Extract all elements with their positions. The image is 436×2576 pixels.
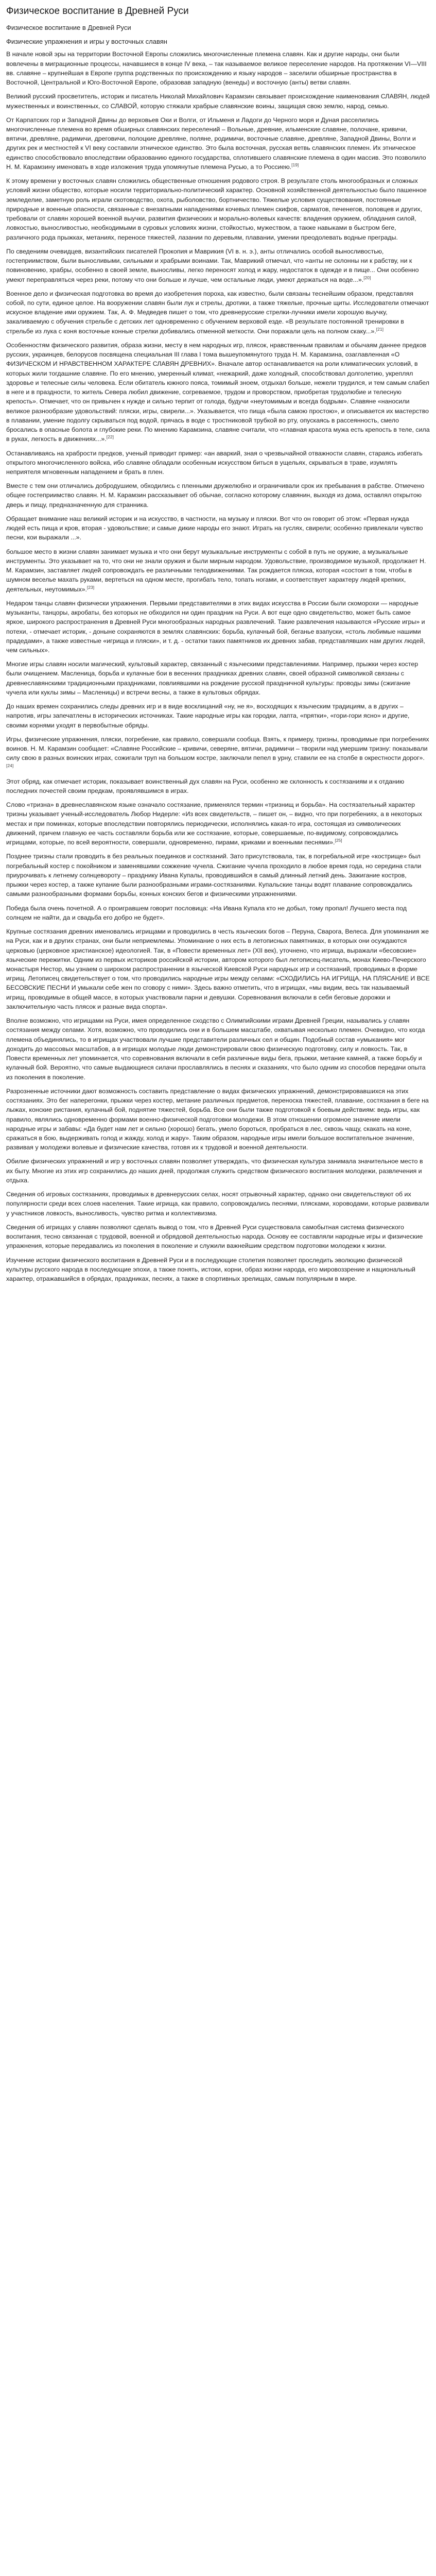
paragraph-text: большое место в жизни славян занимает музыка и что они берут музыкальные инструменты с собой в путь не оружие, а музыкальные инструменты. Это указывает на то, что они не знали оружия и были мирным народом. Удовольствие, производимое музыкой, продолжает Н. М. Карамзин, заставляет людей сопровождать ее различными телодвижениями. Так рождается пляска, которая «состоит в том, чтобы в шумном веселье махать руками, вертеться на одном месте, прогибать тело, топать ногами, и соответствует характеру людей крепких, деятельных, неутомимых». xyxy=(6,548,426,593)
paragraph xyxy=(6,1190,430,1218)
paragraph xyxy=(6,247,430,284)
paragraph-text: Останавливаясь на храбрости предков, ученый приводит пример: «ан аваркий, зная о чрезвычайной отважности славян, стараясь избегать открытого многочисленного войска, ибо славяне обладали особенным искусством биться в ущельях, скрываться в траве, изумлять неприятеля мгновенным нападением и брать в плен. xyxy=(6,449,423,476)
paragraph-text: Обращает внимание наш великий историк и на искусство, в частности, на музыку и пляски. Вот что он говорит об этом: «Первая нужда людей есть пища и кров, вторая - удовольствие; и самые дикие народы его знают. Играть на гуслях, свирели; особенно привлекали чувство песни, кои выражали ...». xyxy=(6,515,423,541)
paragraph-text: Сведения об игровых состязаниях, проводимых в древнерусских селах, носят отрывочный характер, однако они свидетельствуют об их популярности среди всех слоев населения. Такие игрища, как правило, сопровождались песнями, плясками, хороводами, которые развивали у участников ловкость, выносливость, чувство ритма и коллективизма. xyxy=(6,1191,429,1217)
paragraph-text: Великий русский просветитель, историк и писатель Николай Михайлович Карамзин связывает происхождение наименования СЛАВЯН, людей мужественных и воинственных, со СЛАВОЙ, которую стяжали храбрые славянские воины, защищая свою землю, народ, семью. xyxy=(6,93,430,110)
paragraph xyxy=(6,341,430,444)
paragraph-text: Позднее тризны стали проводить в без реальных поединков и состязаний. Зато присутствовала, так, в погребальной игре «кострище» был погребальный костер с покойником и заменявшими сожжение чучела. Сжигание чучела проходило в любое время года, но середина стали приурочивать к летнему солнцевороту – празднику Ивана Купалы, проводившийся в самый длинный летний день. Зажигание костров, прыжки через костер, а также купание были разнообразными играми-состязаниями. Купальские танцы водят плавание сопровождались самыми разнообразными формами борьбы, конных конских бегов и физическими упражнениями. xyxy=(6,853,422,898)
paragraph xyxy=(6,115,430,172)
article-body xyxy=(6,49,430,1283)
paragraph-text: Разрозненные источники дают возможность составить представление о видах физических упражнений, демонстрировавшихся на этих состязаниях. Это бег наперегонки, прыжки через костер, метание различных предметов, переноска тяжестей, плавание, состязания в беге на лыжах, конские ристания, кулачный бой, поднятие тяжестей, борьба. Все они были также подготовкой к боевым действиям: ведь игры, как правило, являлись одновременно формами военно-физической подготовки молодежи. В этом отношении огромное значение имели народные игры и забавы: «Да будет нам лет и сильно (хорошо) бегать, умело бороться, пробраться в лес, сквозь чащу, скакать на коне, сражаться в бою, выдерживать голод и жажду, холод и жару». Таким образом, народные игры имели большое воспитательное значение, развивая у молодежи волевые и физические качества, готовя их к трудовой и военной деятельности. xyxy=(6,1087,429,1151)
paragraph xyxy=(6,927,430,1011)
footnote-reference[interactable]: [21] xyxy=(376,326,383,332)
paragraph-text: Игры, физические упражнения, пляски, погребение, как правило, совершали сообща. Взять, к примеру, тризны, проводимые при погребениях воинов. Н. М. Карамзин сообщает: «Славяне Российские – кривичи, северяне, вятичи, радимичи – творили над умершим тризну: показывали силу свою в разных воинских играх, сожигали труп на большом костре, заключали пепел в урну, ставили ее на столбе в окрестности дорог». xyxy=(6,735,429,762)
paragraph xyxy=(6,1087,430,1153)
paragraph-text: До наших времен сохранились следы древних игр и в виде восклицаний «ну, не я», восходящих к языческим традициям, а в других – напротив, игры запечатлены в исторических источниках. Такие народные игры как городки, лапта, «прятки», «гори-гори ясно» и другие, своими корнями уходят в первобытные обряды. xyxy=(6,703,410,729)
paragraph-text: Вместе с тем они отличались добродушием, обходились с пленными дружелюбно и ограничивали срок их пребывания в рабстве. Отмечено общее гостеприимство славян. Н. М. Карамзин рассказывает об обычае, согласно которому славянин, выходя из дома, оставлял открытою дверь и пищу, предназначенную для странника. xyxy=(6,482,425,509)
paragraph xyxy=(6,514,430,543)
paragraph xyxy=(6,1016,430,1082)
paragraph-text: Крупные состязания древних именовались игрищами и проводились в честь языческих богов – Перуна, Сварога, Велеса. Для упоминания же на Руси, как и в других странах, они были неприемлемы. Упоминание о них есть в летописных памятниках, в которых они осуждаются церковью (церковное христианское) идеологией. Так, в «Повести временных лет» (XII век), уточнено, что игрища, выражали «бесовские» языческие пережитки. Одним из первых историков российской истории, автором которого был летописец-писатель, монах Киево-Печерского монастыря Нестор, мы узнаем о широком распространении в языческой Киевской Руси народных игр и состязаний, проводимых в форме игрищ. Летописец свидетельствует о том, что проводились народные игры между селами: «СХОДИЛИСЬ НА ИГРИЩА, НА ПЛЯСАНИЕ И ВСЕ БЕСОВСКИЕ ПЕСНИ И умыкали себе жен по сговору с ними». Здесь важно отметить, что в игрищах, «мы видим, весь так называемый игрищ, проводимые в общей массе, в которых участвовали парни и девушки. Соревнования включали в себя беговые дорожки и заключительную часть плясок и разные вида спорта». xyxy=(6,928,430,1010)
paragraph xyxy=(6,852,430,899)
paragraph xyxy=(6,599,430,655)
footnote-reference[interactable]: [19] xyxy=(291,162,299,167)
paragraph-text: Обилие физических упражнений и игр у восточных славян позволяет утверждать, что физическая культура занимала значительное место в их быту. Многие из этих игр сохранились до наших дней, продолжая служить средством физического воспитания молодежи, развлечения и отдыха. xyxy=(6,1158,423,1184)
paragraph xyxy=(6,449,430,477)
paragraph xyxy=(6,800,430,847)
paragraph xyxy=(6,481,430,510)
footnote-reference[interactable]: [25] xyxy=(335,838,342,843)
paragraph xyxy=(6,702,430,730)
footnote-reference[interactable]: [22] xyxy=(106,434,114,440)
paragraph xyxy=(6,1157,430,1185)
paragraph-text: Слово «тризна» в древнеславянском языке означало состязание, применялся термин «тризнищ и борьба». На состязательный характер тризны указывает ученый-исследователь Любор Нидерле: «Из всех свидетельств, – пишет он, – видно, что при погребениях, а в некоторых местах и при поминках, которые впоследствии повторялись периодически, исполнялись какая-то игра, состоящая из символических движений, причем главную ее часть составляли борьба или же состязание, которые, совершаемые, по-видимому, сопровождались игрищами, которые, по всей вероятности, совершали, одновременно, пирами, криками и военными песнями». xyxy=(6,801,422,846)
paragraph xyxy=(6,1256,430,1284)
paragraph xyxy=(6,659,430,697)
paragraph xyxy=(6,289,430,336)
paragraph xyxy=(6,777,430,795)
paragraph xyxy=(6,904,430,922)
paragraph xyxy=(6,547,430,594)
paragraph-text: К этому времени у восточных славян сложились общественные отношения родового строя. В результате столь многообразных и сложных условий жизни общество, которые носили территориально-политический характер. Основной хозяйственной деятельностью было пашенное земледелие, заметную роль играли скотоводство, охота, рыболовство, бортничество. Тяжелые условия существования, постоянные природные и военные опасности, связанные с внезапными нападениями кочевых племен скифов, сарматов, печенегов, половцев и других, требовали от славян хорошей военной выучки, развития физических и морально-волевых качеств: владения оружием, обладания силой, ловкостью, выносливостью, необходимыми в суровых условиях жизни, стойкостью, мужеством, а также навыками в быстром беге, различного рода прыжках, метаниях, переносе тяжестей, лазании по деревьям, плавании, умении преодолевать водные преграды. xyxy=(6,177,427,241)
paragraph xyxy=(6,735,430,772)
paragraph-text: Сведения об игрищах у славян позволяют сделать вывод о том, что в Древней Руси существовала самобытная система физического воспитания, тесно связанная с трудовой, военной и обрядовой деятельностью народа. Основу ее составляли народные игры и физические упражнения, которые передавались из поколения в поколение и служили важнейшим средством подготовки молодежи к жизни. xyxy=(6,1223,423,1250)
page-title: Физическое воспитание в Древней Руси xyxy=(6,6,189,16)
footnote-reference[interactable]: [20] xyxy=(363,275,371,280)
paragraph-text: Вполне возможно, что игрищами на Руси, имея определенное сходство с Олимпийскими играми Древней Греции, назывались у славян состязания между селами. Хотя, возможно, что проводились они и в большем масштабе, охватывая несколько племен. Очевидно, что когда племена объединялись, то в игрищах участвовали лучшие представители различных сел и общин. Подобный состав «умыкания» мог доходить до массовых масштабов, а в игрищах молодые люди демонстрировали свою физическую подготовку, силу и ловкость. Так, в Повести временных лет упоминается, что соревнования включали в себя различные виды бега, прыжки, метание камней, а также борьбу и кулачный бой. Вероятно, что самые выдающиеся силачи прославлялись в песнях и сказаниях, что было одним из способов передачи опыта из поколения в поколение. xyxy=(6,1017,426,1081)
paragraph-text: По сведениям очевидцев, византийских писателей Прокопия и Маврикия (VI в. н. э.), анты отличались особой выносливостью, гостеприимством, были выносливыми, сильными и храбрыми воинами. Так, Маврикий отмечал, что «анты не склонны ни к рабству, ни к повиновению, храбры, особенно в своей земле, выносливы, легко переносят холод и жару, недостаток в одежде и в пище... Они особенно умеют переправляться через реки, потому что они больше и лучше, чем остальные люди, умеют держаться на воде...». xyxy=(6,247,419,283)
paragraph xyxy=(6,49,430,87)
paragraph-text: Недаром танцы славян физически упражнения. Первыми представителями в этих видах искусства в России были скоморохи — народные музыканты, танцоры, акробаты, без которых не обходился ни один праздник на Руси. А вот еще одно свидетельство, может быть самое яркое, широкого распространения в Древней Руси многообразных народных развлечений. Такие развлечения называются «Русские игры» и потехи, - отмечает историк, - доныне сохраняются в землях славянских: борьба, кулачный бой, беганье взапуски, «столь любимые нашими прадедами», а также известные «игрища и пляски», и т. д. - остатки таких памятников их древних забав, представлявших нам других людей, чем сильных». xyxy=(6,599,425,654)
paragraph-text: Особенностям физического развития, образа жизни, месту в нем народных игр, плясок, нравственным правилам и обычаям даннее предков русских, украинцев, белорусов посвящена специальная III глава I тома вышеупомянутого труда Н. М. Карамзина, озаглавленная «О ФИЗИЧЕСКОМ И НРАВСТВЕННОМ ХАРАКТЕРЕ СЛАВЯН ДРЕВНИХ». Вначале автор останавливается на роли климатических условий, в которых жили тогдашние славяне. По его мнению, умеренный климат, «нежаркий, даже холодный, способствовал долголетию, укреплял здоровье и телесные силы человека. Если обитатель южного пояса, томимый зноем, отдыхал больше, нежели трудился, и тем самым слабел в неге и в праздности, то житель Севера любил движение, согреваемое, трудом и проворством, приобретая трудолюбие и телесную крепость». Отмечает, что он привычен к нужде и сильно терпит от голода, будучи «неутомимым и всегда бодрым». Славяне «наносили великое разнообразие удовольствий: пляски, игры, свирели...». Указывается, что пища «была самою простою», и описывается их мастерство в плавании, умение подолгу скрываться под водой, прячась в воде с тростниковой трубкой во рту, опускаясь в рассеянность, смело бросались в опасные болота и глубокие реки. По мнению Карамзина, славяне считали, что «главная красота мужа есть крепость в теле, сила в руках, легкость в движениях...». xyxy=(6,341,430,443)
paragraph-text: Изучение истории физического воспитания в Древней Руси и в последующие столетия позволяет проследить эволюцию физической культуры русского народа в последующие эпохи, а также понять, истоки, корни, образ жизни народа, его мировоззрение и национальный характер, отражавшийся в обрядах, праздниках, песнях, а также в спортивных зрелищах, самым популярным в мире. xyxy=(6,1256,415,1283)
paragraph xyxy=(6,1223,430,1251)
paragraph-text: В начале новой эры на территории Восточной Европы сложились многочисленные племена славян. Как и другие народы, они были вовлечены в миграционные процессы, начавшиеся в конце IV века, – так называемое великое переселение народов. На протяжении VI—VIII вв. славяне – крупнейшая в Европе группа родственных по происхождению и языку народов – заселили обширные пространства в Восточной, Центральной и Юго-Восточной Европе, образовав западную (венеды) и восточную (анты) ветви славян. xyxy=(6,50,427,87)
footnote-reference[interactable]: [23] xyxy=(86,584,95,590)
footnote-reference[interactable]: [24] xyxy=(6,762,14,768)
paragraph-text: Победа была очень почетной. А о проигравшем говорит пословица: «На Ивана Купала кто не добыл, тому пропал! Лучшего места под солнцем не найти, да и свадьба его добро не будет». xyxy=(6,904,407,921)
paragraph-text: Этот обряд, как отмечает историк, показывает воинственный дух славян на Руси, особенно же склонность к состязаниям и к отданию последних почестей своим предкам, проявлявшимся в играх. xyxy=(6,777,405,795)
paragraph-text: От Карпатских гор и Западной Двины до верховьев Оки и Волги, от Ильменя и Ладоги до Черного моря и Дуная расселились многочисленные племена во время обширных славянских переселений – Вольные, древние, ильменские славяне, полочане, кривичи, вятичи, древляне, радимичи, дреговичи, полоцкие древляне, поляне, родимичи, восточные славяне, древляне, Западной Двины, Волги и других рек и местностей к VI веку составили этническое единство. Это была восточная, русская ветвь славянских племен. Их этническое единство способствовало впоследствии образованию единого государства, сплотившего славянские племена в один массив. Это позволило Н. М. Карамзину именовать в ходе изложения труда упомянутые племена Русью, а то Россиею. xyxy=(6,116,426,171)
section-title: Физические упражнения и игры у восточных славян xyxy=(6,37,167,45)
paragraph xyxy=(6,92,430,110)
paragraph-text: Военное дело и физическая подготовка во время до изобретения пороха, как известно, были связаны теснейшим образом, представляя собой, по сути, единое целое. На вооружении славян были лук и стрелы, дротики, а также тяжелые, прочные щиты. Исследователи отмечают искусное владение ими оружием. Так, А. Ф. Медведев пишет о том, что древнерусские стрелки-лучники имели хорошую выучку, закаливаемую с обучения стрельбе с детских лет одновременно с обучением верховой езде. «В результате постоянной тренировки в стрельбе из лука с коня восточные конные стрелки добивались отменной меткости. Они поражали цель на полном скаку...». xyxy=(6,290,429,335)
paragraph-text: Многие игры славян носили магический, культовый характер, связанный с языческими представлениями. Например, прыжки через костер были очищением. Масленица, борьба и кулачные бои в весенних праздниках древних славян, своей образной символикой связаны с древнеславянскими традиционными праздниками, повлиявшими на рождение русской праздничной культуры: проводы зимы (сжигание чучела или куклы зимы – Масленицы) и встречи весны, а также в культовых обрядах. xyxy=(6,660,418,696)
document-subtitle: Физическое воспитание в Древней Руси xyxy=(6,23,131,31)
paragraph xyxy=(6,176,430,242)
